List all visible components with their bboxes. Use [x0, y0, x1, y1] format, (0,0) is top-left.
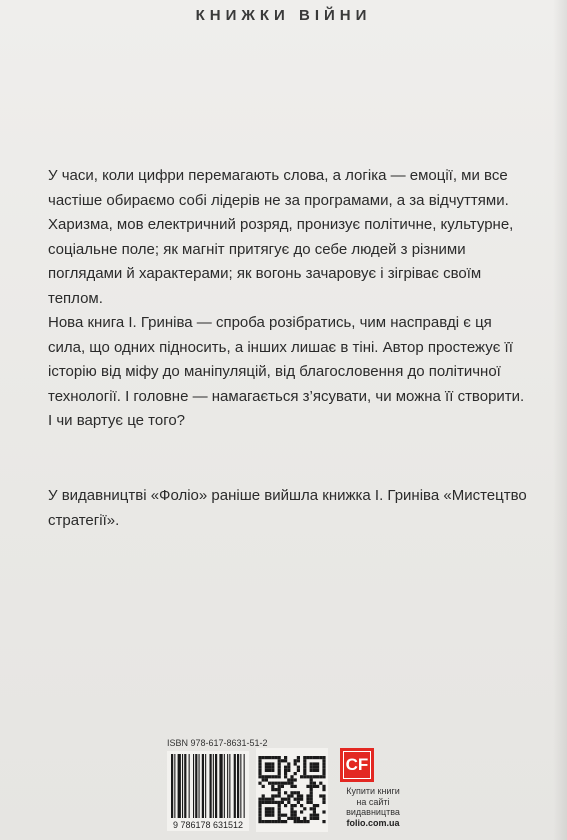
blurb-line: У часи, коли цифри перемагають слова, а логіка — емоції, ми все — [48, 167, 508, 184]
buy-books-note — [333, 786, 413, 828]
blurb-line: теплом. — [48, 289, 103, 307]
blurb-line: поглядами й характерами; як вогонь зачаровує і зігріває своїм — [48, 265, 482, 282]
publisher-site: folio.com.ua — [346, 817, 400, 828]
qr-code — [256, 748, 328, 832]
blurb-line: сила, що одних підносить, а інших лишає в тіні. Автор простежує її — [48, 338, 513, 356]
note-line: У видавництві «Фоліо» раніше вийшла книжка І. Гриніва «Мистецтво — [48, 487, 527, 504]
blurb-line: соціальне поле; як магніт притягує до себе людей з різними — [48, 240, 466, 258]
buy-line: на сайті — [356, 796, 390, 807]
cover-edge-shadow — [553, 0, 567, 840]
logo-text: CF — [343, 751, 371, 779]
publisher-logo — [340, 748, 374, 782]
series-title: КНИЖКИ ВІЙНИ — [195, 7, 372, 24]
buy-line: Купити книги — [346, 786, 400, 796]
blurb-line: історію від міфу до маніпуляцій, від благословення до політичної — [48, 363, 501, 380]
barcode — [167, 751, 249, 831]
note-line: стратегії». — [48, 511, 120, 529]
blurb-line: Харизма, мов електричний розряд, пронизує політичне, культурне, — [48, 216, 514, 233]
barcode-digits: 9 786178 631512 — [172, 820, 244, 830]
blurb-line: Нова книга І. Гриніва — спроба розібратись, чим насправді є ця — [48, 314, 492, 331]
blurb-line: частіше обираємо собі лідерів не за програмами, а за відчуттями. — [48, 191, 509, 209]
blurb-line: І чи вартує це того? — [48, 412, 186, 429]
previous-book-note — [48, 484, 527, 533]
isbn-label: ISBN 978-617-8631-51-2 — [167, 738, 268, 748]
blurb-line: технології. І головне — намагається з’ясувати, чи можна її створити. — [48, 387, 525, 405]
blurb-paragraph-1 — [48, 164, 525, 434]
buy-line: видавництва — [346, 807, 400, 817]
